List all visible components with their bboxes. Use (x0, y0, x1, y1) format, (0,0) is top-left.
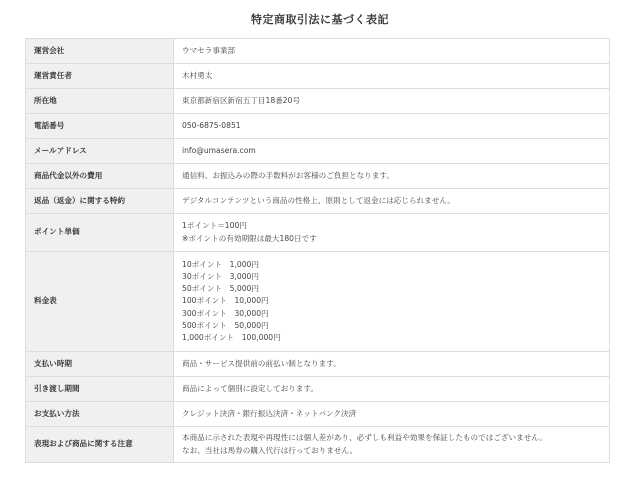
table-row (26, 189, 610, 214)
row-value-price-list (174, 252, 610, 352)
row-label-delivery: 引き渡し期間 (26, 377, 174, 402)
row-value-disclaimer (174, 427, 610, 463)
table-row (26, 114, 610, 139)
page-title: 特定商取引法に基づく表記 (251, 13, 389, 26)
row-value-returns (174, 189, 610, 214)
row-value-payment-methods (174, 402, 610, 427)
value-line: 1ポイント＝100円 (182, 221, 247, 231)
value-line: クレジット決済・銀行振込決済・ネットバンク決済 (182, 408, 357, 418)
price-line: 500ポイント 50,000円 (182, 320, 269, 330)
table-row (26, 164, 610, 189)
value-line: 通信料、お振込みの際の手数料がお客様のご負担となります。 (182, 170, 395, 180)
table-row (26, 252, 610, 352)
table-row (26, 39, 610, 64)
value-line: デジタルコンテンツという商品の性格上、原則として返金には応じられません。 (182, 195, 455, 205)
price-line: 10ポイント 1,000円 (182, 259, 259, 269)
price-line: 1,000ポイント 100,000円 (182, 333, 281, 342)
value-line: ※ポイントの有効期限は最大180日です (182, 233, 317, 243)
price-line: 100ポイント 10,000円 (182, 296, 269, 306)
value-line: ウマセラ事業部 (182, 45, 236, 55)
row-label-email: メールアドレス (26, 139, 174, 164)
row-value-extra-fees (174, 164, 610, 189)
row-label-disclaimer: 表現および商品に関する注意 (26, 427, 174, 463)
row-value-company (174, 39, 610, 64)
row-value-payment-timing (174, 352, 610, 377)
row-label-price-list: 料金表 (26, 252, 174, 352)
row-label-payment-timing: 支払い時期 (26, 352, 174, 377)
price-line: 30ポイント 3,000円 (182, 271, 259, 281)
row-value-point-unit (174, 214, 610, 252)
value-line: 050-6875-0851 (182, 120, 241, 130)
row-value-delivery (174, 377, 610, 402)
row-label-company: 運営会社 (26, 39, 174, 64)
value-line: 商品・サービス提供前の前払い制となります。 (182, 358, 341, 368)
table-row (26, 427, 610, 463)
legal-notice-table (25, 38, 610, 463)
row-value-phone (174, 114, 610, 139)
row-label-phone: 電話番号 (26, 114, 174, 139)
row-value-email (174, 139, 610, 164)
table-row (26, 352, 610, 377)
row-label-address: 所在地 (26, 89, 174, 114)
row-label-point-unit: ポイント単価 (26, 214, 174, 252)
value-line: 本商品に示された表現や再現性には個人差があり、必ずしも利益や効果を保証したものではございません。 (182, 433, 547, 443)
value-line: 商品によって個別に設定しております。 (182, 383, 319, 393)
row-value-manager (174, 64, 610, 89)
table-row (26, 89, 610, 114)
row-label-payment-methods: お支払い方法 (26, 402, 174, 427)
row-label-returns: 返品（返金）に関する特約 (26, 189, 174, 214)
table-row (26, 214, 610, 252)
value-line: 木村勇太 (182, 70, 213, 80)
table-row (26, 402, 610, 427)
table-row (26, 64, 610, 89)
row-value-address (174, 89, 610, 114)
value-line: info@umasera.com (182, 145, 256, 155)
price-line: 300ポイント 30,000円 (182, 308, 269, 318)
value-line: なお、当社は馬券の購入代行は行っておりません。 (182, 445, 358, 455)
row-label-manager: 運営責任者 (26, 64, 174, 89)
table-row (26, 377, 610, 402)
table-row (26, 139, 610, 164)
row-label-extra-fees: 商品代金以外の費用 (26, 164, 174, 189)
value-line: 東京都新宿区新宿五丁目18番20号 (182, 95, 301, 105)
price-line: 50ポイント 5,000円 (182, 284, 259, 294)
